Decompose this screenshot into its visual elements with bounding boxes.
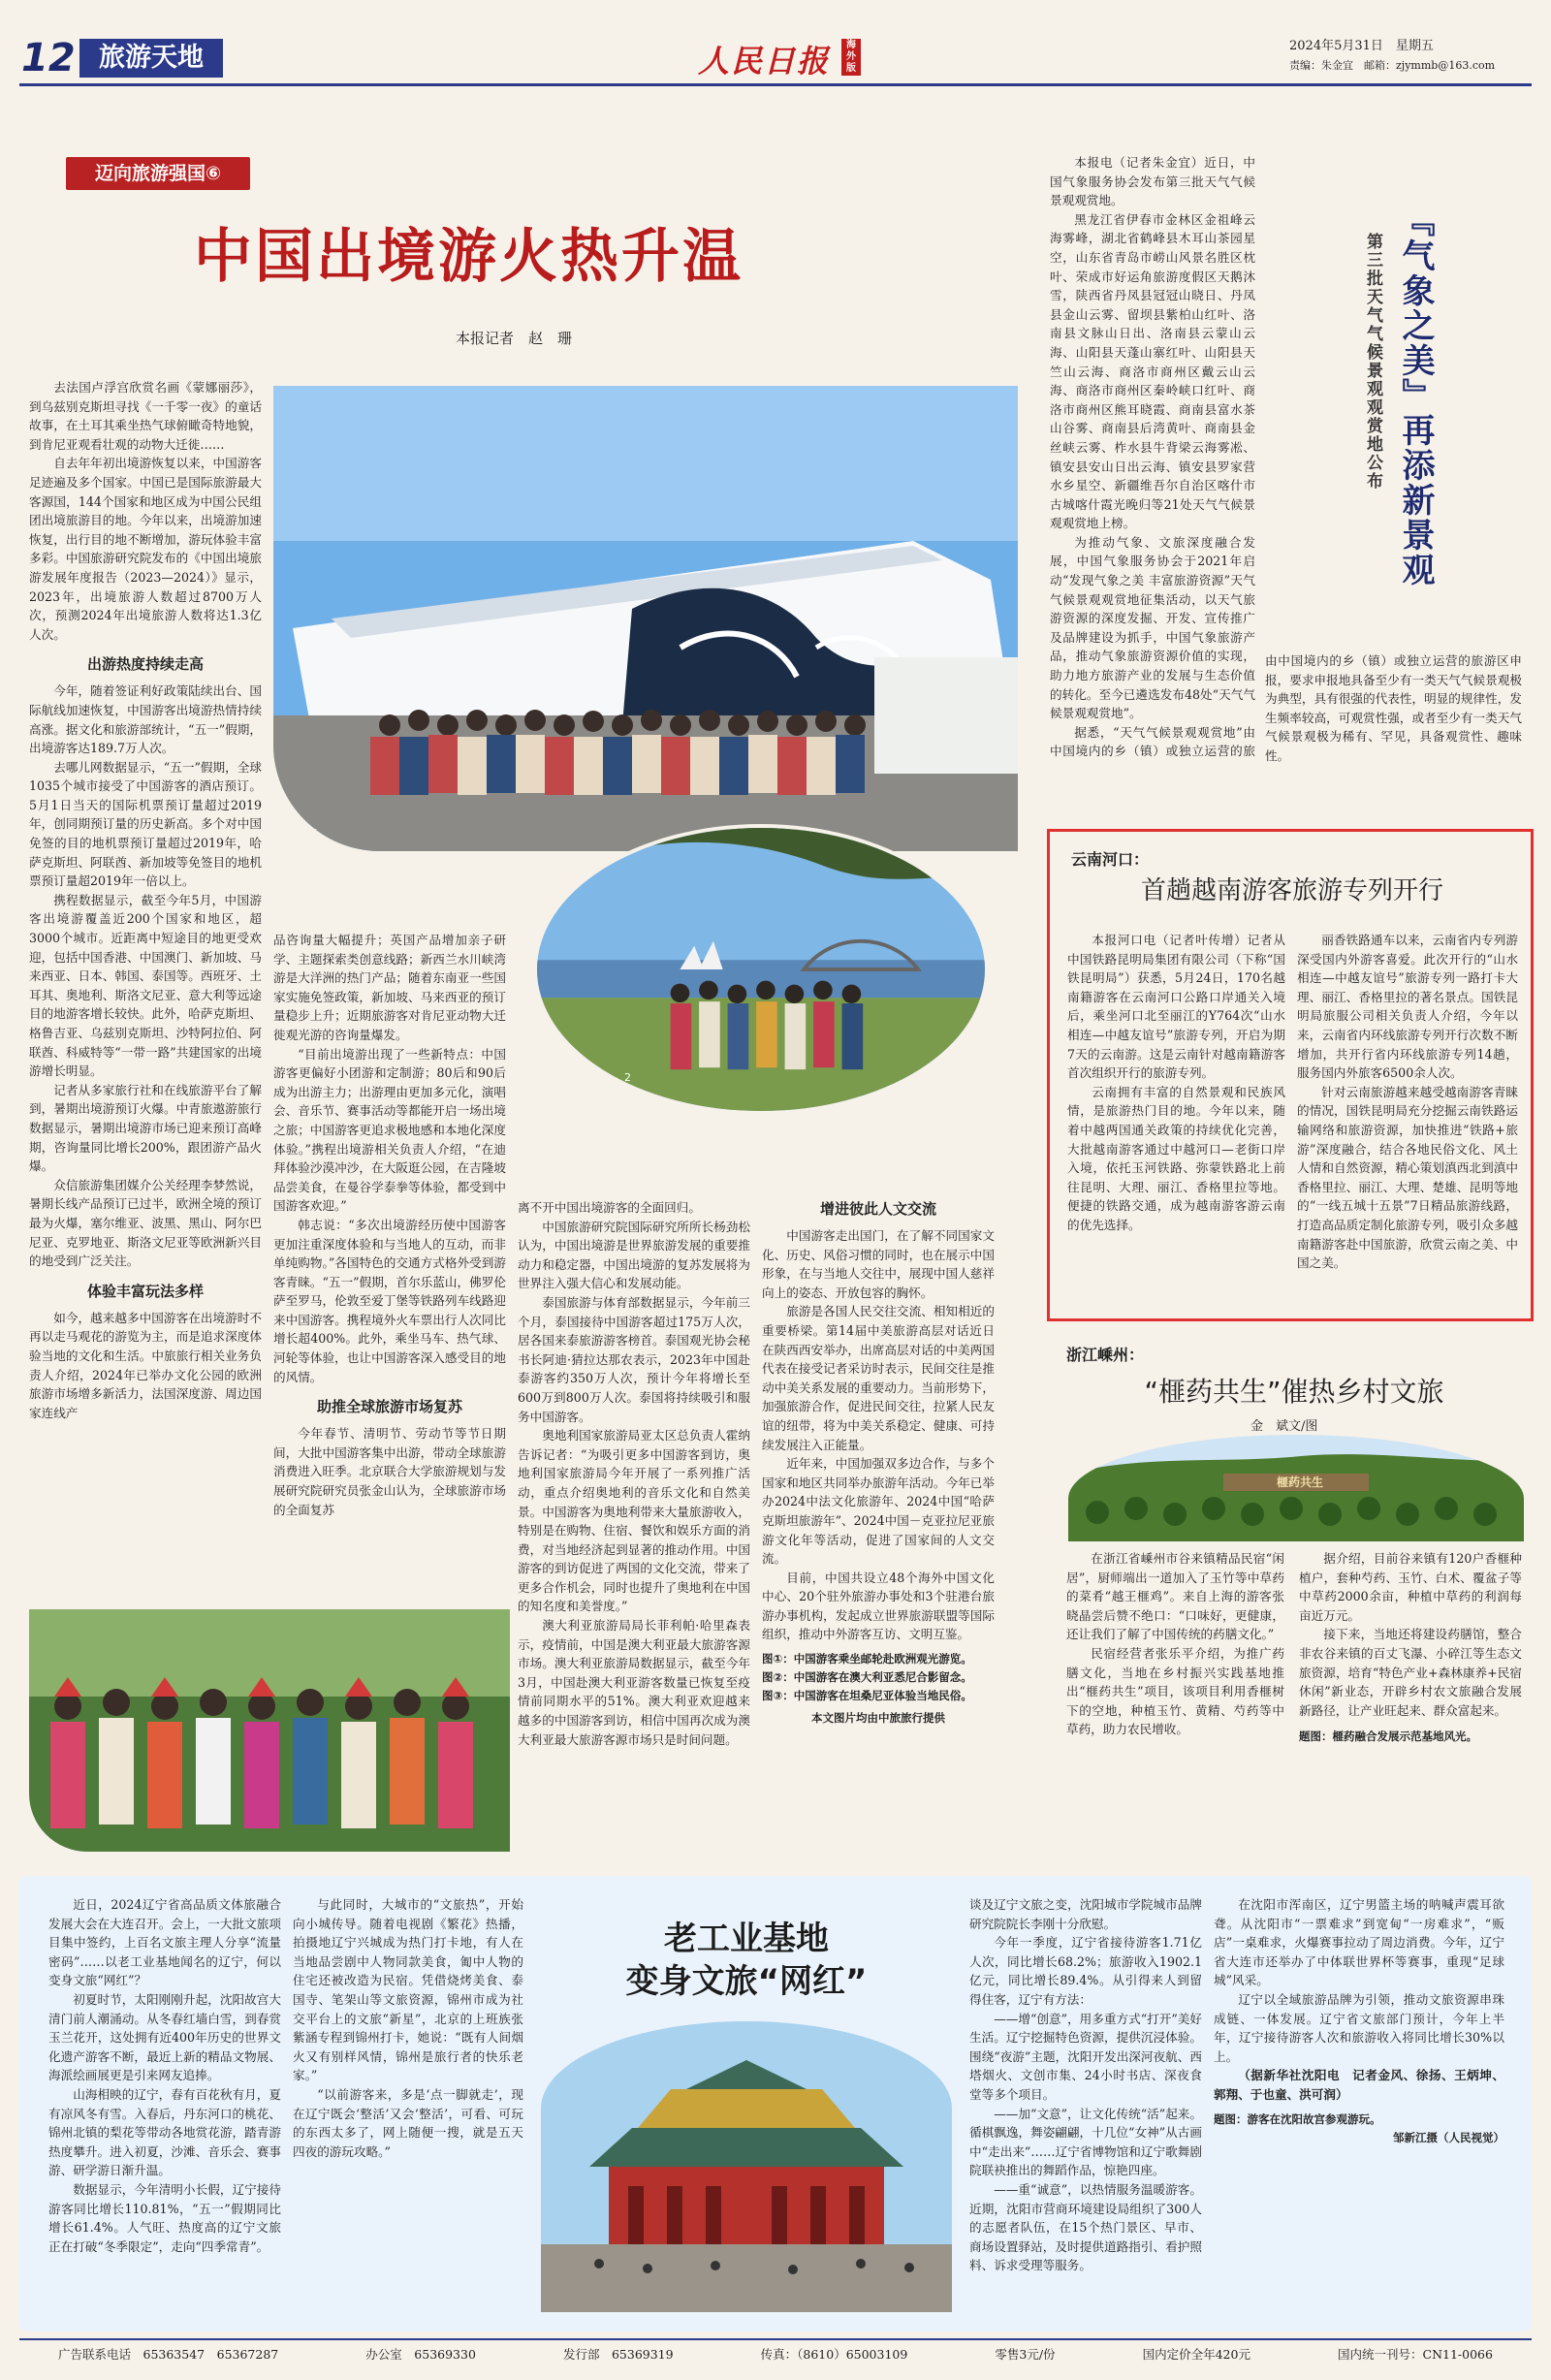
liaoning-col-4 <box>1214 1895 1504 2322</box>
photo-tanzania-group <box>29 1609 510 1852</box>
paragraph: 谈及辽宁文旅之变，沈阳城市学院城市品牌研究院院长李刚十分欣慰。 <box>969 1897 1202 1931</box>
subheading: 出游热度持续走高 <box>86 655 204 674</box>
photo-cruise-ship <box>273 386 1018 851</box>
page-header <box>19 37 1532 79</box>
paragraph: 近年来，中国加强双多边合作，与多个国家和地区共同举办旅游年活动。今年已举办2024中法文化旅游年、2024中国“哈萨克斯坦旅游年”、2024中国－克亚拉尼亚旅游文化年等活动，促进了国家间的人文交流。 <box>762 1456 995 1567</box>
editor-email: 邮箱：zjymmb@163.com <box>1364 59 1496 72</box>
footer-rule <box>19 2338 1532 2340</box>
paragraph: 为推动气象、文旅深度融合发展，中国气象服务协会于2021年启动“发现气象之美 丰富旅游资源”天气气候景观观赏地征集活动，以天气旅游资源的深度发掘、开发、宣传推广及品牌建设为抓手，中国气象旅游产品，推动气象旅游资源价值的实现，助力地方旅游产业的发展与生态价值的转化。至今已遴选发布48处“天气气候景观观赏地”。 <box>1050 534 1255 721</box>
photo-caption: 图③：中国游客在坦桑尼亚体验当地民俗。 <box>762 1689 972 1703</box>
paragraph: 今年春节、清明节、劳动节等节日期间，大批中国游客集中出游，带动全球旅游消费进入旺季。北京联合大学旅游规划与发展研究院研究员张金山认为，全球旅游市场的全面复苏 <box>273 1426 506 1517</box>
liaoning-headline-2: 变身文旅“网红” <box>625 1962 868 2001</box>
paragraph: ——重“诚意”，以热情服务温暖游客。近期，沈阳市营商环境建设局组织了300人的志愿者队伍，在15个热门景区、早市、商场设置驿站，及时提供道路指引、看护照料、诉求受理等服务。 <box>969 2181 1202 2273</box>
liaoning-col-3 <box>969 1895 1202 2322</box>
issue-date: 2024年5月31日 <box>1289 39 1383 53</box>
paragraph: 品咨询量大幅提升；英国产品增加亲子研学、主题探索类创意线路；新西兰水川峡湾游是大洋洲的热门产品；随着东南亚一些国家实施免签政策，新加坡、马来西亚的预订量稳步上升；近期旅游客对肯尼亚动物大迁徙观光游的咨询量爆发。 <box>273 933 506 1042</box>
paragraph: 云南拥有丰富的自然景观和民族风情，是旅游热门目的地。今年以来，随着中越两国通关政策的持续优化完善，大批越南游客通过中越河口—老街口岸入境，依托玉河铁路、弥蒙铁路北上前往昆明、大理、丽江、香格里拉等地。便捷的铁路交通，成为越南游客游云南的优先选择。 <box>1067 1084 1285 1232</box>
paragraph: 在浙江省嵊州市谷来镇精品民宿“闲居”，厨师端出一道加入了玉竹等中草药的菜肴“越王榧鸡”。来自上海的游客张晓晶尝后赞不绝口：“口味好，更健康，还让我们了解了中国传统的药膳文化。” <box>1066 1551 1284 1642</box>
liaoning-headline-1: 老工业基地 <box>664 1920 829 1958</box>
editor: 责编：朱金宜 <box>1289 59 1353 72</box>
paragraph: 在沈阳市浑南区，辽宁男篮主场的呐喊声震耳欲聋。从沈阳市“一票难求”到宽甸“一房难求”，“贩店”一桌难求，火爆赛事拉动了周边消费。今年，辽宁省大连市还举办了中体联世界杯等赛事，重现“足球城”风采。 <box>1214 1897 1504 1988</box>
weather-headline: 『气象之美』再添新景观 <box>1396 204 1435 587</box>
yunnan-box <box>1047 829 1534 1321</box>
footer-price: 零售3元/份 <box>995 2347 1056 2362</box>
paragraph: 今年，随着签证利好政策陆续出台、国际航线加速恢复，中国游客出境游热情持续高涨。据文化和旅游部统计，“五一”假期，出境游客达189.7万人次。 <box>29 683 262 756</box>
photo-caption: 题图：榧药融合发展示范基地风光。 <box>1299 1729 1477 1744</box>
paragraph: （据新华社沈阳电 记者金风、徐扬、王炳坤、郭翔、于也童、洪可润） <box>1214 2068 1504 2102</box>
paragraph: 与此同时，大城市的“文旅热”，开始向小城传导。随着电视剧《繁花》热播，拍摄地辽宁兴城成为热门打卡地，有人在当地品尝剧中人物同款美食，匍中人物的住宅还被改造为民宿。凭借烧烤美食、泰国寺、笔架山等文旅资源，锦州市成为社交平台上的文旅“新星”，北京的上班族张紫涵专程到锦州打卡，她说：“既有人间烟火又有别样风情，锦州是旅行者的快乐老家。” <box>293 1897 523 2083</box>
paragraph: 旅游是各国人民交往交流、相知相近的重要桥梁。第14届中美旅游高层对话近日在陕西西安举办，出席高层对话的中美两国代表在接受记者采访时表示，民间交往是推动中美关系发展的重要动力。当前形势下，加强旅游合作，促进民间交往，拉紧人民友谊的纽带，将为中美关系稳定、健康、可持续发展注入正能量。 <box>762 1304 995 1452</box>
main-col-1 <box>29 378 262 1607</box>
paragraph: 针对云南旅游越来越受越南游客青睐的情况，国铁昆明局充分挖掘云南铁路运输网络和旅游资源，加快推进“铁路+旅游”深度融合，结合各地民俗文化、风土人情和自然资源，精心策划滇西北到滇中香格里拉、丽江、大理、楚雄、昆明等地的“一线五城十五景”7日精品旅游线路，打造高品质定制化旅游专列，吸引众多越南籍游客赴中国旅游，欣赏云南之美、中国之美。 <box>1297 1084 1518 1271</box>
masthead <box>698 37 882 79</box>
yunnan-location: 云南河口： <box>1071 850 1150 869</box>
issue-weekday: 星期五 <box>1395 39 1434 53</box>
footer-office: 办公室 65369330 <box>365 2347 476 2362</box>
paragraph: 本报河口电（记者叶传增）记者从中国铁路昆明局集团有限公司（下称“国铁昆明局”）获悉，5月24日，170名越南籍游客在云南河口公路口岸通关入境后，乘坐河口北至丽江的Y764次“山水相连—中越友谊号”旅游专列，开启为期7天的云南游。这是云南针对越南籍游客首次组织开行的旅游专列。 <box>1067 933 1285 1081</box>
subheading: 增进彼此人文交流 <box>819 1200 936 1218</box>
paragraph: 由中国境内的乡（镇）或独立运营的旅游区申报，要求申报地具备至少有一类天气气候景观极为典型，具有很强的代表性，明显的规律性，发生频率较高，可观赏性强，或者至少有一类天气气候景观极为稀有、罕见，具备观赏性、趣味性。 <box>1265 653 1522 763</box>
paragraph: “以前游客来，多是‘点一脚就走’，现在辽宁既会‘整活’又会‘整活’，可看、可玩的东西太多了，网上随便一搜，就是五天四夜的游玩攻略。” <box>293 2086 523 2159</box>
paragraph: 本报电（记者朱金宜）近日，中国气象服务协会发布第三批天气气候景观观赏地。 <box>1050 155 1255 208</box>
paragraph: 韩志说：“多次出境游经历使中国游客更加注重深度体验和与当地人的互动，而非单纯购物。”各国特色的交通方式格外受到游客青睐。“五一”假期，首尔乐蓝山，佛罗伦萨至罗马，伦敦至爱丁堡等铁路列车线路迎来中国游客。携程境外火车票出行人次同比增长超400%。此外，乘坐马车、热气球、河轮等体验，也让中国游客深入感受目的地的风情。 <box>273 1217 506 1384</box>
photo-sydney-group <box>533 824 989 1115</box>
paragraph: 如今，越来越多中国游客在出境游时不再以走马观花的游览为主，而是追求深度体验当地的文化和生活。中旅旅行相关业务负责人介绍，2024年已举办文化公园的欧洲旅游市场增多新活力，法国深度游、周边国家连线产 <box>29 1310 262 1420</box>
page-number: 12 <box>21 36 76 80</box>
paragraph: 自去年年初出境游恢复以来，中国游客足迹遍及多个国家。中国已是国际旅游最大客源国，144个国家和地区成为中国公民组团出境旅游目的地。今年以来，出境游加速恢复，出行目的地不断增加，游玩体验丰富多彩。中国旅游研究院发布的《中国出境旅游发展年度报告（2023—2024）》显示，2023年，出境旅游人数超过8700万人次，预测2024年出境旅游人数将达1.3亿人次。 <box>29 456 262 642</box>
paragraph: 民宿经营者张乐平介绍，为推广药膳文化，当地在乡村振兴实践基地推出“榧药共生”项目，该项目利用香榧树下的空地，种植玉竹、黄精、芍药等中草药，助力农民增收。 <box>1066 1645 1284 1737</box>
paragraph: 黑龙江省伊春市金林区金祖峰云海雾峰，湖北省鹤峰县木耳山茶园星空，山东省青岛市崂山风景名胜区枕叶、荣成市好运角旅游度假区天鹅沐雪，陕西省丹凤县冠冠山晓日、丹凤县金山云雾、留坝县紫柏山红叶、洛南县文脉山日出、洛南县云蒙山云海、山阳县天蓬山寨红叶、山阳县天竺山云海、商洛市商州区戴云山云海、商洛市商州区秦岭峡口红叶、商洛市商州区熊耳晓霞、商南县富水茶山谷雾、商南县后湾黄叶、商南县金丝峡云雾、柞水县牛背梁云海雾凇、镇安县安山日出云海、镇安县罗家营水乡星空、新疆维吾尔自治区喀什市古城喀什霞光晚归等21处天气气候景观观赏地上榜。 <box>1050 211 1255 531</box>
issue-info <box>1289 37 1532 76</box>
footer-distribution: 发行部 65369319 <box>562 2347 674 2362</box>
photo-shenyang-palace <box>541 2021 952 2312</box>
photo-number: 2 <box>624 1071 631 1084</box>
photo-caption: 题图：游客在沈阳故宫参观游玩。 <box>1214 2111 1381 2126</box>
masthead-tag: 海外版 <box>841 39 861 76</box>
zhejiang-location: 浙江嵊州： <box>1066 1346 1145 1364</box>
paragraph: 辽宁以全域旅游品牌为引领，推动文旅资源串珠成链、一体发展。辽宁省文旅部门预计，今年上半年，辽宁接待游客人次和旅游收入将同比增长30%以上。 <box>1214 1991 1504 2064</box>
subheading: 助推全球旅游市场复苏 <box>316 1398 462 1416</box>
yunnan-col-1 <box>1067 931 1285 1314</box>
paragraph: 奥地利国家旅游局亚太区总负责人霍纳告诉记者：“为吸引更多中国游客到访，奥地利国家旅游局今年开展了一系列推广活动，重点介绍奥地利的音乐文化和自然美景。中国游客为奥地利带来大量旅游收入，特别是在购物、住宿、餐饮和娱乐方面的消费，对当地经济起到显著的推动作用。中国游客的到访促进了两国的文化交流，带来了更多合作机会，同时也提升了奥地利在中国的知名度和美誉度。” <box>518 1428 750 1614</box>
weather-col-2 <box>1265 651 1522 795</box>
paragraph: 携程数据显示，截至今年5月，中国游客出境游覆盖近200个国家和地区，超3000个城市。近距离中短途目的地更受欢迎，包括中国香港、中国澳门、新加坡、马来西亚、日本、韩国、泰国等。西班牙、土耳其、奥地利、斯洛文尼亚、意大利等远途目的地游客增长较快。此外，哈萨克斯坦、格鲁吉亚、乌兹别克斯坦、沙特阿拉伯、阿联酋、科威特等“一带一路”共建国家的出境游增长明显。 <box>29 892 262 1079</box>
photo-number: 1 <box>312 827 319 840</box>
paragraph: 泰国旅游与体育部数据显示，今年前三个月，泰国接待中国游客超过175万人次，居各国来泰旅游游客榜首。泰国观光协会秘书长阿迪·猜拉达那农表示，2023年中国赴泰游客约350万人次，预计今年将增长至600万到800万人次。泰国将持续吸引和服务中国游客。 <box>518 1294 750 1424</box>
paragraph: 数据显示，今年清明小长假，辽宁接待游客同比增长110.81%，“五一”假期同比增长61.4%。人气旺、热度高的辽宁文旅正在打破“冬季限定”，走向“四季常青”。 <box>48 2181 281 2254</box>
main-byline: 本报记者 赵 珊 <box>456 330 573 347</box>
footer-annual-price: 国内定价全年420元 <box>1142 2347 1250 2362</box>
photo-caption: 图②：中国游客在澳大利亚悉尼合影留念。 <box>762 1670 972 1685</box>
main-col-4 <box>762 1198 995 1877</box>
section-name: 旅游天地 <box>79 39 223 78</box>
photo-credit: 本文图片均由中旅旅行提供 <box>811 1711 945 1726</box>
paragraph: 中国游客走出国门，在了解不同国家文化、历史、风俗习惯的同时，也在展示中国形象，在与当地人交往中，展现中国人慈祥向上的姿态、开放包容的胸怀。 <box>762 1228 995 1300</box>
paragraph: 今年一季度，辽宁省接待游客1.71亿人次，同比增长68.2%；旅游收入1902.1亿元，同比增长89.4%。从引得来人到留得住客，辽宁有方法： <box>969 1935 1202 2007</box>
yunnan-col-2 <box>1297 931 1518 1314</box>
liaoning-band <box>19 1876 1532 2332</box>
zhejiang-col-1 <box>1066 1549 1284 1859</box>
footer-fax: 传真：（8610）65003109 <box>760 2347 908 2362</box>
paragraph: ——增“创意”，用多重方式“打开”美好生活。辽宁挖掘特色资源，提供沉浸体验。围绕“夜游”主题，沈阳开发出深河夜航、西塔烟火、文创市集、24小时书店、深夜食堂等多个项目。 <box>969 2011 1202 2102</box>
paragraph: 去法国卢浮宫欣赏名画《蒙娜丽莎》，到乌兹别克斯坦寻找《一千零一夜》的童话故事，在土耳其乘坐热气球俯瞰奇特地貌，到肯尼亚观看壮观的动物大迁徙…… <box>29 380 262 452</box>
paragraph: 澳大利亚旅游局局长菲利帕·哈里森表示，疫情前，中国是澳大利亚最大旅游客源市场。澳大利亚旅游局数据显示，截至今年3月，中国赴澳大利亚游客数量已恢复至疫情前同期水平的51%。澳大利亚欢迎越来越多的中国游客到访，相信中国再次成为澳大利亚最大旅游客源市场只是时间问题。 <box>518 1618 750 1747</box>
paragraph: 记者从多家旅行社和在线旅游平台了解到，暑期出境游预订火爆。中青旅遨游旅行数据显示，暑期出境游市场已迎来预订高峰期，咨询量同比增长200%，跟团游产品火爆。 <box>29 1082 262 1174</box>
paragraph: 接下来，当地还将建设药膳馆，整合非农谷来镇的百丈飞瀑、小碎江等生态文旅资源，培育“特色产业+森林康养+民宿休闲”新业态，开辟乡村农文旅融合发展新路径，让产业旺起来、群众富起来。 <box>1299 1627 1522 1718</box>
main-col-2 <box>273 931 506 1607</box>
paragraph: 据悉，“天气气候景观观赏地”由中国境内的乡（镇）或独立运营的旅 <box>1050 724 1255 759</box>
weather-col-1 <box>1050 153 1255 764</box>
footer-cn: 国内统一刊号：CN11-0066 <box>1338 2347 1493 2362</box>
paragraph: 去哪儿网数据显示，“五一”假期，全球1035个城市接受了中国游客的酒店预订。5月1日当天的国际机票预订量超过2019年，创同期预订量的历史新高。多个对中国免签的目的地机票预订量超过2019年，哈萨克斯坦、阿联酋、新加坡等免签目的地机票预订量超2019年一倍以上。 <box>29 759 262 889</box>
main-col-3 <box>518 1198 750 1877</box>
liaoning-col-2 <box>293 1895 523 2322</box>
paragraph: 众信旅游集团媒介公关经理李梦然说，暑期长线产品预订已过半，欧洲全境的预订最为火爆，塞尔维亚、波黑、黑山、阿尔巴尼亚、克罗地亚、斯洛文尼亚等欧洲新兴目的地受到广泛关注。 <box>29 1177 262 1269</box>
paragraph: 离不开中国出境游客的全面回归。 <box>518 1200 701 1215</box>
paragraph: “目前出境游出现了一些新特点：中国游客更偏好小团游和定制游；80后和90后成为出游主力；出游理由更加多元化，演唱会、音乐节、赛事活动等都能开启一场出境之旅；中国游客更追求极地感和本地化深度体验。”携程出境游相关负责人介绍，“在迪拜体验沙漠冲沙，在大阪逛公园，在吉隆坡品尝美食，在曼谷学泰拳等体验，都受到中国游客欢迎。” <box>273 1046 506 1214</box>
paragraph: 目前，中国共设立48个海外中国文化中心、20个驻外旅游办事处和3个驻港台旅游办事机构，发起成立世界旅游联盟等国际组织，推动中外游客互访、文明互鉴。 <box>762 1570 995 1642</box>
photo-caption: 图①：中国游客乘坐邮轮赴欧洲观光游览。 <box>762 1652 972 1666</box>
paragraph: 丽香铁路通车以来，云南省内专列游深受国内外游客喜爱。此次开行的“山水相连—中越友谊号”旅游专列一路打卡大理、丽江、香格里拉的著名景点。国铁昆明局旅服公司相关负责人介绍，今年以来，云南省内环线旅游专列开行次数不断增加，共开行省内环线旅游专列14趟，服务国内外旅客6500余人次。 <box>1297 933 1518 1081</box>
zhejiang-headline: “榧药共生”催热乡村文旅 <box>1144 1376 1444 1408</box>
yunnan-headline: 首趟越南游客旅游专列开行 <box>1140 876 1443 905</box>
main-headline: 中国出境游火热升温 <box>194 223 744 291</box>
paragraph: 山海相映的辽宁，春有百花秋有月，夏有凉风冬有雪。入春后，丹东河口的桃花、锦州北镇的梨花等带动各地赏花游，踏青游热度攀升。进入初夏，沙滩、音乐会、赛事游、研学游日渐升温。 <box>48 2086 281 2178</box>
paragraph: 据介绍，目前谷来镇有120户香榧种植户，套种芍药、玉竹、白术、覆盆子等中草药2000余亩，种植中草药的利润每亩近万元。 <box>1299 1551 1522 1623</box>
subheading: 体验丰富玩法多样 <box>86 1282 204 1300</box>
page-footer <box>19 2344 1532 2365</box>
header-rule <box>19 83 1532 86</box>
paragraph: 中国旅游研究院国际研究所所长杨劲松认为，中国出境游是世界旅游发展的重要推动力和稳定器，中国出境游的复苏发展将为世界注入强大信心和发展动能。 <box>518 1219 750 1291</box>
paragraph: 近日，2024辽宁省高品质文体旅融合发展大会在大连召开。会上，一大批文旅项目集中签约，上百名文旅主理人分享“流量密码”……以老工业基地闻名的辽宁，何以变身文旅“网红”？ <box>48 1897 281 1988</box>
weather-subheadline: 第三批天气气候景观观赏地公布 <box>1363 233 1382 491</box>
footer-ad: 广告联系电话 65363547 65367287 <box>58 2347 279 2362</box>
field-sign-text: 榧药共生 <box>1277 1476 1324 1489</box>
masthead-title: 人民日报 <box>698 43 831 79</box>
photo-number: 3 <box>37 1833 44 1846</box>
paragraph: ——加“文意”，让文化传统“活”起来。循棋飘逸，舞姿翩翩，十几位“女神”从古画中“走出来”……辽宁省博物馆和辽宁歌舞剧院联袂推出的舞蹈作品，惊艳四座。 <box>969 2106 1202 2178</box>
photo-torreya-field <box>1068 1435 1524 1541</box>
paragraph: 初夏时节，太阳刚刚升起，沈阳故宫大清门前人潮涌动。从冬春红墙白雪，到春赏玉兰花开，这处拥有近400年历史的世界文化遗产游客不断，最近上新的精品文物展、海派绘画展更是引来网友追捧。 <box>48 1991 281 2083</box>
zhejiang-col-2 <box>1299 1549 1522 1859</box>
series-tag: 迈向旅游强国⑥ <box>66 157 250 190</box>
photo-credit: 邹新江摄（人民视觉） <box>1393 2130 1504 2144</box>
liaoning-col-1 <box>48 1895 281 2322</box>
zhejiang-byline: 金 斌文/图 <box>1250 1419 1318 1434</box>
